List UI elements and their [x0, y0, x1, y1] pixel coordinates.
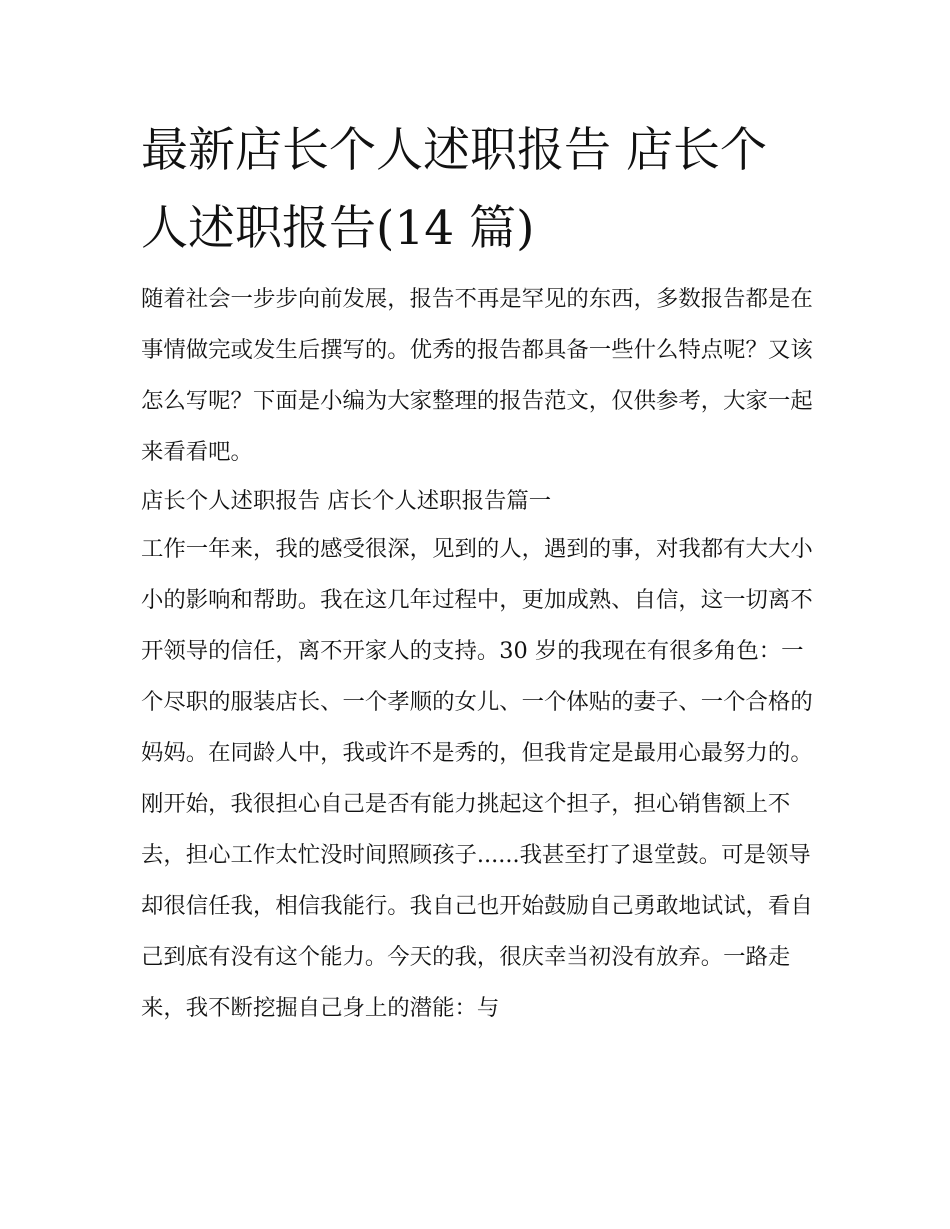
document-page — [141, 112, 813, 1034]
body-paragraph-1: 工作一年来，我的感受很深，见到的人，遇到的事，对我都有大大小小的影响和帮助。我在这几年过程中，更加成熟、自信，这一切离不开领导的信任，离不开家人的支持。30 岁的我现在有很多角色：一个尽职的服装店长、一个孝顺的女儿、一个体贴的妻子、一个合格的妈妈。在同龄人中，我或许不是秀的，但我肯定是最用心最努力的。 — [141, 536, 813, 766]
section-heading: 店长个人述职报告 店长个人述职报告篇一 — [141, 488, 552, 514]
intro-paragraph: 随着社会一步步向前发展，报告不再是罕见的东西，多数报告都是在事情做完或发生后撰写的。优秀的报告都具备一些什么特点呢？又该怎么写呢？下面是小编为大家整理的报告范文，仅供参考，大家一起来看看吧。 — [141, 286, 813, 465]
document-title: 最新店长个人述职报告 店长个人述职报告(14 篇) — [141, 123, 767, 256]
body-paragraph-2: 刚开始，我很担心自己是否有能力挑起这个担子，担心销售额上不去，担心工作太忙没时间照顾孩子......我甚至打了退堂鼓。可是领导却很信任我，相信我能行。我自己也开始鼓励自己勇敢地试试，看自己到底有没有这个能力。今天的我，很庆幸当初没有放弃。一路走来，我不断挖掘自己身上的潜能：与 — [141, 791, 813, 1021]
